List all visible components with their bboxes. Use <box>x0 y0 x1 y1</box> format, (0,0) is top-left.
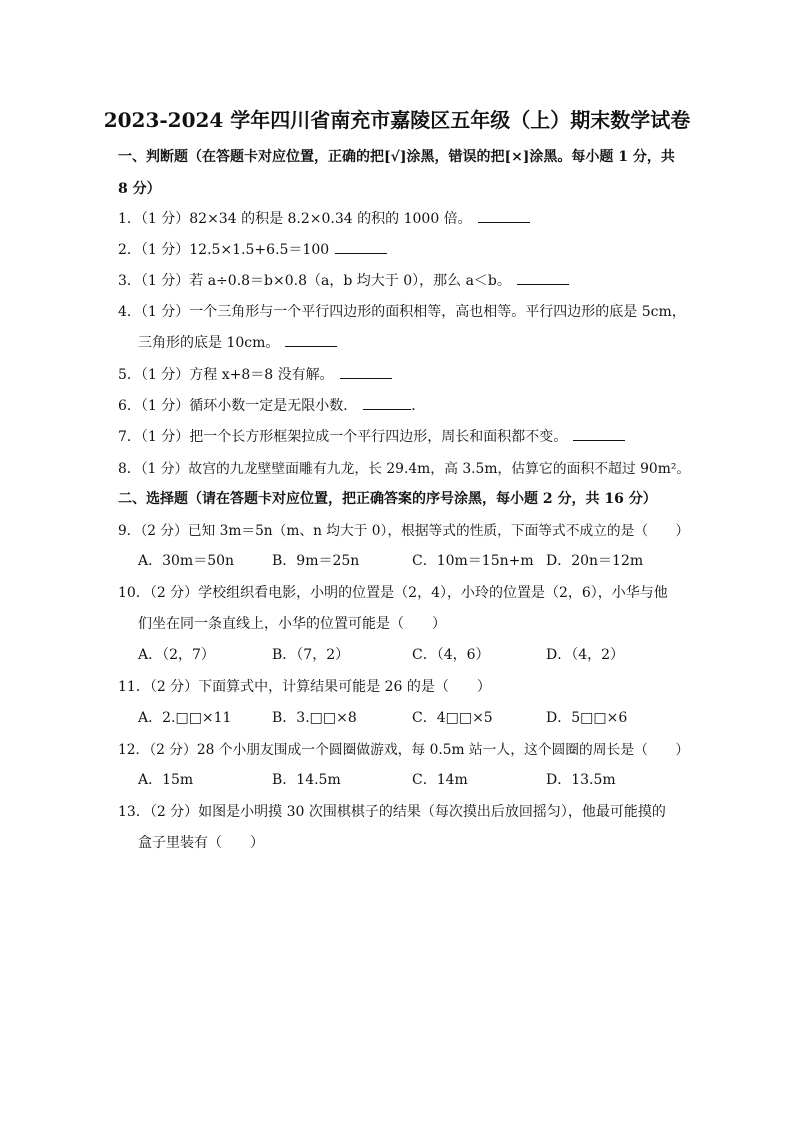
option-a: A．2.□□×11 <box>138 710 232 726</box>
question-10: 10．（2 分）学校组织看电影，小明的位置是（2，4），小玲的位置是（2，6），小华与他 <box>118 585 668 601</box>
question-6-end: ． <box>411 398 426 414</box>
option-a: A．（2，7） <box>138 647 215 663</box>
question-5 <box>118 364 392 384</box>
answer-blank <box>573 439 625 441</box>
section2-heading: 二、选择题（请在答题卡对应位置，把正确答案的序号涂黑，每小题 2 分，共 16 分） <box>118 491 657 507</box>
option-b: B．3.□□×8 <box>272 710 357 726</box>
question-4-text-cont: 三角形的底是 10cm。 <box>138 335 280 351</box>
question-8: 8．（1 分）故宫的九龙壁壁面雕有九龙，长 29.4m，高 3.5m，估算它的面积不超过 90m²。 <box>118 461 691 477</box>
question-4: 4．（1 分）一个三角形与一个平行四边形的面积相等，高也相等。平行四边形的底是 5cm， <box>118 304 686 320</box>
answer-blank <box>335 252 387 254</box>
option-c: C．（4，6） <box>412 647 490 663</box>
answer-blank <box>478 221 530 223</box>
question-7-text: 7．（1 分）把一个长方形框架拉成一个平行四边形，周长和面积都不变。 <box>118 429 568 445</box>
option-c: C．14m <box>412 772 468 788</box>
question-2 <box>118 239 387 259</box>
option-c: C．4□□×5 <box>412 710 493 726</box>
question-1 <box>118 208 530 228</box>
question-9: 9．（2 分）已知 3m＝5n（m、n 均大于 0），根据等式的性质，下面等式不成立的是（ ） <box>118 523 690 539</box>
option-a: A．15m <box>138 772 194 788</box>
answer-blank <box>363 408 411 410</box>
option-b: B．（7，2） <box>272 647 350 663</box>
option-d: D．5□□×6 <box>546 710 628 726</box>
section1-heading-cont: 8 分） <box>118 181 161 197</box>
answer-blank <box>340 377 392 379</box>
question-1-text: 1．（1 分）82×34 的积是 8.2×0.34 的积的 1000 倍。 <box>118 211 472 227</box>
question-5-text: 5．（1 分）方程 x+8＝8 没有解。 <box>118 367 334 383</box>
question-13-cont: 盒子里装有（ ） <box>138 835 264 851</box>
question-6 <box>118 395 425 415</box>
question-12: 12．（2 分）28 个小朋友围成一个圆圈做游戏，每 0.5m 站一人，这个圆圈的周长是（ ） <box>118 742 690 758</box>
option-d: D．13.5m <box>546 772 616 788</box>
question-10-cont: 们坐在同一条直线上，小华的位置可能是（ ） <box>138 616 446 632</box>
option-b: B．14.5m <box>272 772 341 788</box>
answer-blank <box>285 345 337 347</box>
option-c: C．10m＝15n+m <box>412 553 534 569</box>
option-a: A．30m＝50n <box>138 553 235 569</box>
question-2-text: 2．（1 分）12.5×1.5+6.5＝100 <box>118 242 330 258</box>
option-b: B．9m＝25n <box>272 553 360 569</box>
question-7 <box>118 426 625 446</box>
option-d: D．20n＝12m <box>546 553 644 569</box>
question-3-text: 3．（1 分）若 a÷0.8＝b×0.8（a，b 均大于 0），那么 a＜b。 <box>118 273 511 289</box>
page-title: 2023-2024 学年四川省南充市嘉陵区五年级（上）期末数学试卷 <box>103 108 691 132</box>
question-13: 13．（2 分）如图是小明摸 30 次围棋棋子的结果（每次摸出后放回摇匀），他最可能摸的 <box>118 804 666 820</box>
question-4-cont <box>138 332 337 352</box>
section1-heading: 一、判断题（在答题卡对应位置，正确的把[√]涂黑，错误的把[×]涂黑。每小题 1 分，共 <box>118 149 675 165</box>
answer-blank <box>517 283 569 285</box>
question-3 <box>118 270 569 290</box>
option-d: D．（4，2） <box>546 647 625 663</box>
question-11: 11．（2 分）下面算式中，计算结果可能是 26 的是（ ） <box>118 679 491 695</box>
question-6-text: 6．（1 分）循环小数一定是无限小数． <box>118 398 358 414</box>
